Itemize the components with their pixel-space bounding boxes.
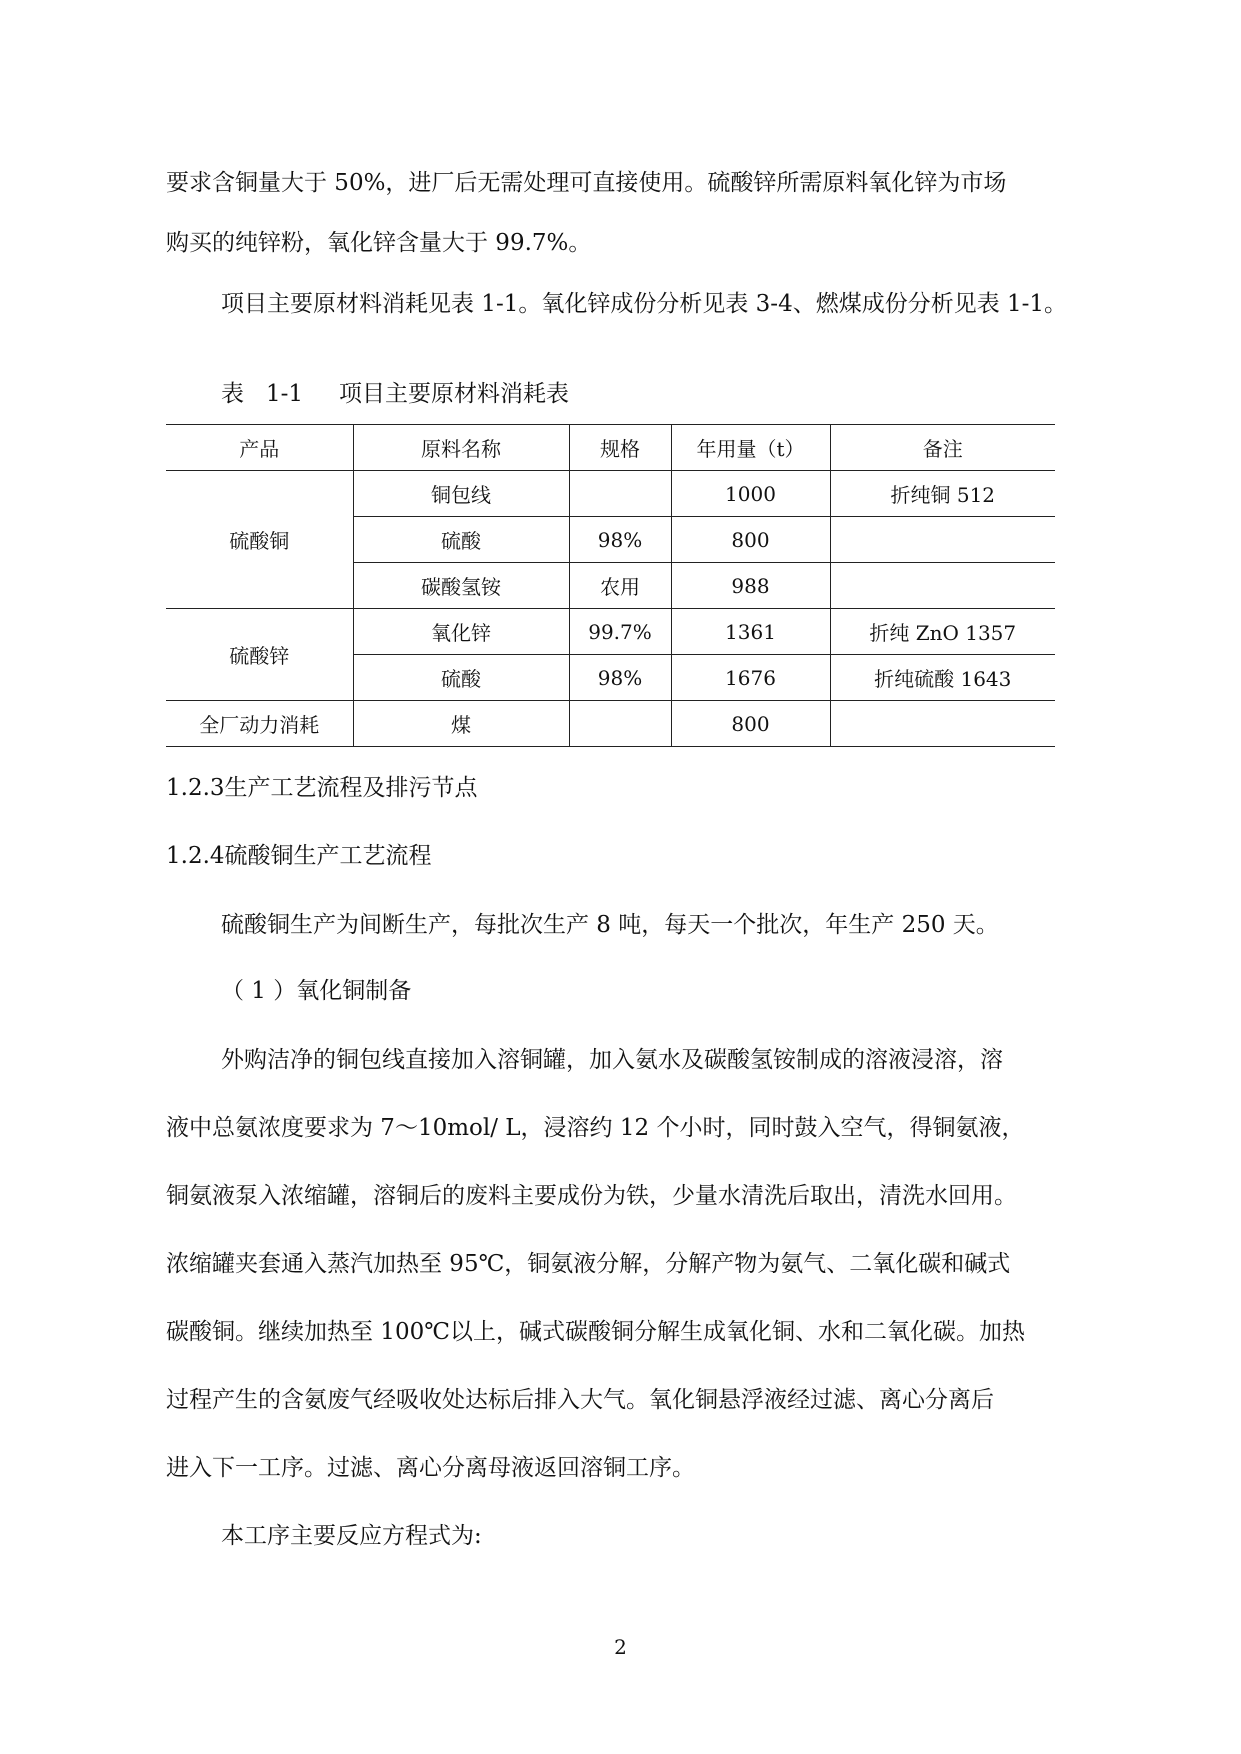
material-cell: 碳酸氢铵 [353, 563, 569, 609]
paragraph-line: 购买的纯锌粉，氧化锌含量大于 99.7%。 [166, 230, 592, 256]
header-product: 产品 [166, 425, 353, 471]
spec-cell [569, 471, 671, 517]
amount-cell: 1000 [671, 471, 830, 517]
spec-cell: 99.7% [569, 609, 671, 655]
subheading: （ 1 ）氧化铜制备 [221, 978, 412, 1004]
header-note: 备注 [830, 425, 1055, 471]
amount-cell: 988 [671, 563, 830, 609]
amount-cell: 1361 [671, 609, 830, 655]
note-cell [830, 563, 1055, 609]
amount-cell: 800 [671, 701, 830, 747]
product-cell: 全厂动力消耗 [166, 701, 353, 747]
paragraph-line: 要求含铜量大于 50%，进厂后无需处理可直接使用。硫酸锌所需原料氧化锌为市场 [166, 170, 1007, 196]
paragraph-line: 铜氨液泵入浓缩罐，溶铜后的废料主要成份为铁，少量水清洗后取出，清洗水回用。 [166, 1183, 1017, 1209]
note-cell [830, 517, 1055, 563]
header-spec: 规格 [569, 425, 671, 471]
section-heading: 1.2.4硫酸铜生产工艺流程 [166, 843, 432, 869]
table-caption-title: 项目主要原材料消耗表 [339, 381, 569, 407]
paragraph-line: 硫酸铜生产为间断生产，每批次生产 8 吨，每天一个批次，年生产 250 天。 [221, 912, 999, 938]
table-caption-prefix: 表 [221, 381, 244, 407]
section-heading: 1.2.3生产工艺流程及排污节点 [166, 775, 478, 801]
materials-table [166, 424, 1055, 747]
material-cell: 硫酸 [353, 517, 569, 563]
spec-cell: 98% [569, 517, 671, 563]
paragraph-line: 进入下一工序。过滤、离心分离母液返回溶铜工序。 [166, 1455, 695, 1481]
spec-cell: 98% [569, 655, 671, 701]
paragraph-line: 项目主要原材料消耗见表 1-1。氧化锌成份分析见表 3-4、燃煤成份分析见表 1-1。 [221, 291, 1068, 317]
paragraph-line: 外购洁净的铜包线直接加入溶铜罐，加入氨水及碳酸氢铵制成的溶液浸溶，溶 [221, 1047, 1003, 1073]
table-caption-number: 1-1 [266, 381, 304, 407]
spec-cell: 农用 [569, 563, 671, 609]
header-amount: 年用量（t） [671, 425, 830, 471]
note-cell: 折纯 ZnO 1357 [830, 609, 1055, 655]
table-row [166, 701, 1055, 747]
material-cell: 煤 [353, 701, 569, 747]
paragraph-line: 浓缩罐夹套通入蒸汽加热至 95℃，铜氨液分解，分解产物为氨气、二氧化碳和碱式 [166, 1251, 1011, 1277]
paragraph-line: 液中总氨浓度要求为 7～10mol/ L，浸溶约 12 个小时，同时鼓入空气，得铜氨液， [166, 1115, 1025, 1141]
paragraph-line: 碳酸铜。继续加热至 100℃以上，碱式碳酸铜分解生成氧化铜、水和二氧化碳。加热 [166, 1319, 1025, 1345]
amount-cell: 1676 [671, 655, 830, 701]
product-cell: 硫酸铜 [166, 471, 353, 609]
paragraph-line: 本工序主要反应方程式为: [221, 1523, 482, 1549]
table-header-row [166, 425, 1055, 471]
table-caption [221, 375, 569, 408]
note-cell: 折纯硫酸 1643 [830, 655, 1055, 701]
paragraph-line: 过程产生的含氨废气经吸收处达标后排入大气。氧化铜悬浮液经过滤、离心分离后 [166, 1387, 994, 1413]
material-cell: 铜包线 [353, 471, 569, 517]
table-row [166, 471, 1055, 517]
note-cell: 折纯铜 512 [830, 471, 1055, 517]
material-cell: 氧化锌 [353, 609, 569, 655]
product-cell: 硫酸锌 [166, 609, 353, 701]
amount-cell: 800 [671, 517, 830, 563]
material-cell: 硫酸 [353, 655, 569, 701]
note-cell [830, 701, 1055, 747]
header-material: 原料名称 [353, 425, 569, 471]
table-row [166, 609, 1055, 655]
page-number: 2 [614, 1635, 627, 1659]
spec-cell [569, 701, 671, 747]
